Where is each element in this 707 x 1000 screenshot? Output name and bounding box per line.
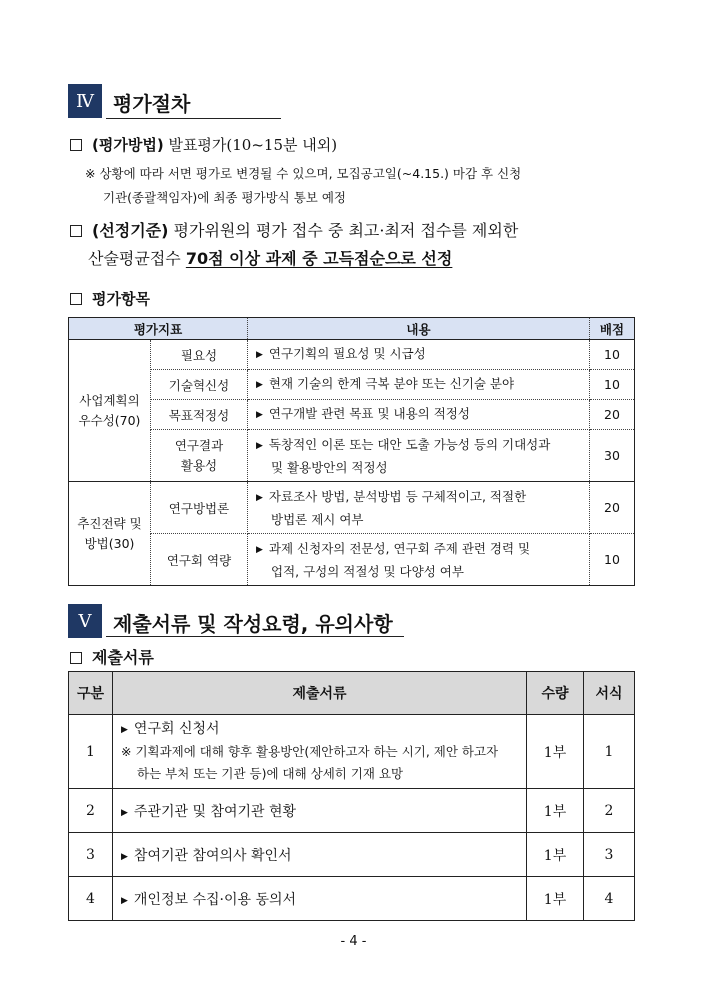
doc-no-cell: 2 xyxy=(69,789,113,833)
table-row xyxy=(69,833,635,877)
qty-cell: 1부 xyxy=(527,789,584,833)
eval-items-label: 평가항목 xyxy=(92,290,150,308)
indicator-cell: 필요성 xyxy=(151,340,248,370)
triangle-bullet-icon: ▶ xyxy=(121,851,128,862)
section-number-box xyxy=(68,604,102,638)
checkbox-square-icon xyxy=(70,225,82,237)
triangle-bullet-icon: ▶ xyxy=(256,380,263,390)
doc-cell xyxy=(113,789,527,833)
section-number: Ⅴ xyxy=(78,610,92,632)
content-text: 자료조사 방법, 분석방법 등 구체적이고, 적절한 xyxy=(268,488,527,504)
selection-criteria-label: (선정기준) xyxy=(92,221,169,240)
table-row xyxy=(69,370,635,400)
doc-cell xyxy=(113,833,527,877)
qty-cell: 1부 xyxy=(527,877,584,921)
eval-table xyxy=(68,317,635,586)
eval-method-note-1: ※ 상황에 따라 서면 평가로 변경될 수 있으며, 모집공고일(~4.15.) 마감 후 신청 xyxy=(85,166,522,181)
doc-note: 하는 부처 또는 기관 등)에 대해 상세히 기재 요망 xyxy=(137,766,404,781)
indicator-cell: 기술혁신성 xyxy=(151,370,248,400)
content-text: 업적, 구성의 적절성 및 다양성 여부 xyxy=(271,563,464,579)
eval-items-line xyxy=(70,288,150,309)
selection-criteria-text: 평가위원의 평가 접수 중 최고·최저 접수를 제외한 xyxy=(173,221,519,240)
content-cell xyxy=(248,370,590,400)
section-number-box xyxy=(68,84,102,118)
qty-cell: 1부 xyxy=(527,715,584,789)
indicator-cell xyxy=(151,430,248,482)
content-cell xyxy=(248,340,590,370)
doc-text: 주관기관 및 참여기관 현황 xyxy=(133,803,297,820)
docs-header-no: 구분 xyxy=(69,672,113,715)
doc-cell xyxy=(113,715,527,789)
doc-text: 연구회 신청서 xyxy=(133,721,220,737)
selection-criteria-emphasis: 70점 이상 과제 중 고득점순으로 선정 xyxy=(185,249,453,268)
table-row xyxy=(69,482,635,534)
triangle-bullet-icon: ▶ xyxy=(121,895,128,906)
doc-no-cell: 3 xyxy=(69,833,113,877)
eval-method-line xyxy=(70,134,337,155)
triangle-bullet-icon: ▶ xyxy=(256,410,263,420)
section-title: 제출서류 및 작성요령, 유의사항 xyxy=(113,612,393,636)
score-cell: 10 xyxy=(590,370,635,400)
score-cell: 10 xyxy=(590,340,635,370)
section-title: 평가절차 xyxy=(113,92,191,116)
form-cell: 1 xyxy=(584,715,635,789)
table-row xyxy=(69,877,635,921)
indicator-cell: 연구방법론 xyxy=(151,482,248,534)
score-cell: 10 xyxy=(604,552,620,567)
score-cell: 20 xyxy=(590,400,635,430)
table-row xyxy=(69,400,635,430)
eval-method-note-2: 기관(종괄책임자)에 최종 평가방식 통보 예정 xyxy=(103,190,346,205)
eval-header-content: 내용 xyxy=(248,318,590,340)
docs-header-doc: 제출서류 xyxy=(113,672,527,715)
content-cell xyxy=(248,430,590,482)
content-text: 독창적인 이론 또는 대안 도출 가능성 등의 기대성과 xyxy=(268,436,551,452)
section-underline xyxy=(106,118,281,119)
eval-method-label: (평가방법) xyxy=(92,136,164,154)
doc-text: 개인정보 수집·이용 동의서 xyxy=(133,891,297,908)
triangle-bullet-icon: ▶ xyxy=(256,492,263,503)
content-text: 연구개발 관련 목표 및 내용의 적정성 xyxy=(268,406,470,421)
docs-header-qty: 수량 xyxy=(527,672,584,715)
doc-text: 참여기관 참여의사 확인서 xyxy=(133,847,292,864)
qty-cell: 1부 xyxy=(527,833,584,877)
content-text: 현재 기술의 한계 극복 분야 또는 신기술 분야 xyxy=(268,376,515,391)
table-row xyxy=(69,430,635,482)
group-name-line: 추진전략 및 xyxy=(77,515,142,531)
content-cell xyxy=(248,482,590,534)
page-number: - 4 - xyxy=(340,934,367,949)
triangle-bullet-icon: ▶ xyxy=(256,440,263,451)
triangle-bullet-icon: ▶ xyxy=(121,807,128,818)
selection-criteria-line-1 xyxy=(70,218,518,241)
eval-group-cell xyxy=(69,340,151,482)
eval-header-score: 배점 xyxy=(590,318,635,340)
table-row xyxy=(69,715,635,789)
docs-header-form: 서식 xyxy=(584,672,635,715)
doc-note: ※ 기획과제에 대해 향후 활용방안(제안하고자 하는 시기, 제안 하고자 xyxy=(121,744,499,759)
submit-docs-line xyxy=(70,645,154,668)
indicator-cell: 목표적정성 xyxy=(151,400,248,430)
selection-criteria-plain: 산술평균접수 xyxy=(88,249,181,268)
section-number: Ⅳ xyxy=(76,90,94,112)
content-cell xyxy=(248,400,590,430)
table-row xyxy=(69,534,635,586)
content-text: 연구기획의 필요성 및 시급성 xyxy=(268,346,426,361)
table-row xyxy=(69,340,635,370)
form-cell: 4 xyxy=(604,890,614,907)
form-cell: 3 xyxy=(584,833,635,877)
triangle-bullet-icon: ▶ xyxy=(256,544,263,555)
submit-docs-label: 제출서류 xyxy=(92,648,154,667)
selection-criteria-line-2 xyxy=(88,246,452,269)
indicator-line: 연구결과 xyxy=(174,437,224,453)
content-text: 및 활용방안의 적정성 xyxy=(271,459,388,475)
triangle-bullet-icon: ▶ xyxy=(256,350,263,360)
group-name-line: 방법(30) xyxy=(84,535,135,551)
score-cell: 20 xyxy=(590,482,635,534)
doc-no-cell: 4 xyxy=(69,877,113,921)
indicator-line: 활용성 xyxy=(180,457,218,473)
eval-method-text: 발표평가(10~15분 내외) xyxy=(168,136,338,154)
content-text: 방법론 제시 여부 xyxy=(271,511,364,527)
group-name-line: 사업계획의 xyxy=(79,392,140,408)
eval-header-indicator: 평가지표 xyxy=(69,318,248,340)
form-cell: 2 xyxy=(584,789,635,833)
checkbox-square-icon xyxy=(70,652,82,664)
doc-cell xyxy=(113,877,527,921)
section-underline xyxy=(106,636,404,637)
table-row xyxy=(69,789,635,833)
score-cell: 30 xyxy=(590,430,635,482)
indicator-cell: 연구회 역량 xyxy=(151,534,248,586)
content-text: 과제 신청자의 전문성, 연구회 주제 관련 경력 및 xyxy=(268,540,531,556)
doc-no-cell: 1 xyxy=(69,715,113,789)
content-cell xyxy=(248,534,590,586)
group-name-line: 우수성(70) xyxy=(78,412,141,428)
docs-table xyxy=(68,671,635,921)
triangle-bullet-icon: ▶ xyxy=(121,725,128,735)
checkbox-square-icon xyxy=(70,139,82,151)
checkbox-square-icon xyxy=(70,293,82,305)
eval-group-cell xyxy=(69,482,151,586)
